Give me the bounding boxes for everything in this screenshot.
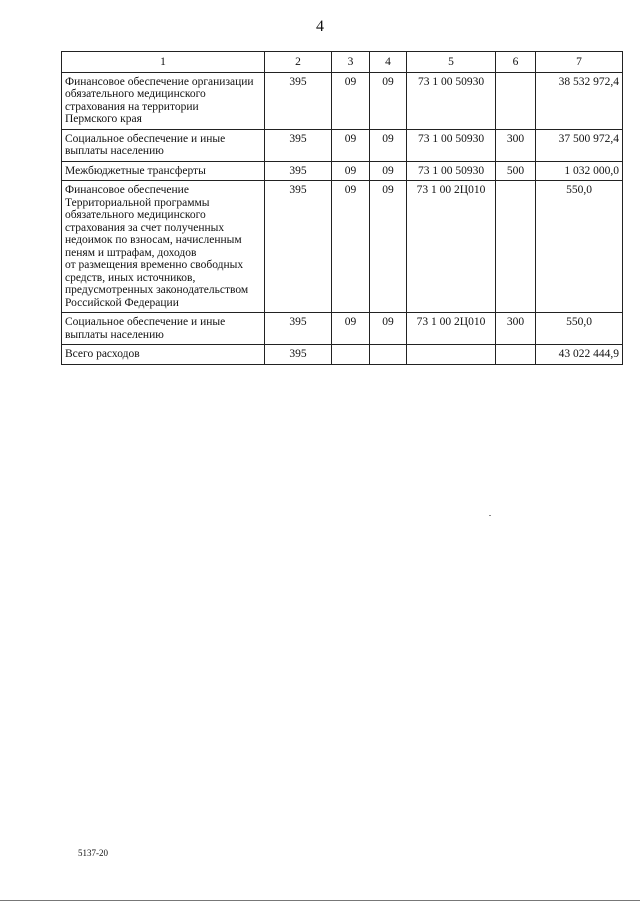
row-csr: 73 1 00 2Ц010 xyxy=(407,181,496,313)
row-pr: 09 xyxy=(370,313,407,345)
row-rz: 09 xyxy=(332,161,370,181)
table-header-row xyxy=(62,52,623,73)
row-csr: 73 1 00 50930 xyxy=(407,161,496,181)
row-sum: 550,0 xyxy=(536,181,623,313)
row-pr: 09 xyxy=(370,129,407,161)
row-rz: 09 xyxy=(332,72,370,129)
row-csr: 73 1 00 50930 xyxy=(407,129,496,161)
row-pr: 09 xyxy=(370,161,407,181)
table-row xyxy=(62,161,623,181)
row-csr: 73 1 00 2Ц010 xyxy=(407,313,496,345)
table-row-total xyxy=(62,345,623,365)
row-gr: 395 xyxy=(265,161,332,181)
scan-speck xyxy=(489,515,491,516)
row-name: Финансовое обеспечение Территориальной программы обязательного медицинского страхования за счет полученных недоимок по взносам, начисленным пеням и штрафам, доходов от размещения временно свободных средств, иных источников, предусмотренных законодательством Российской Федерации xyxy=(62,181,265,313)
row-sum: 43 022 444,9 xyxy=(536,345,623,365)
budget-table xyxy=(61,51,623,365)
row-name: Финансовое обеспечение организации обязательного медицинского страхования на территории Пермского края xyxy=(62,72,265,129)
header-col-1: 1 xyxy=(62,52,265,73)
header-col-2: 2 xyxy=(265,52,332,73)
row-rz: 09 xyxy=(332,181,370,313)
document-code: 5137-20 xyxy=(78,848,108,858)
row-gr: 395 xyxy=(265,72,332,129)
row-gr: 395 xyxy=(265,345,332,365)
row-sum: 550,0 xyxy=(536,313,623,345)
row-name: Всего расходов xyxy=(62,345,265,365)
table-row xyxy=(62,313,623,345)
row-vr: 500 xyxy=(496,161,536,181)
page-number: 4 xyxy=(316,18,324,35)
row-vr: 300 xyxy=(496,129,536,161)
table-row xyxy=(62,181,623,313)
row-sum: 37 500 972,4 xyxy=(536,129,623,161)
row-vr xyxy=(496,181,536,313)
table-row xyxy=(62,72,623,129)
row-gr: 395 xyxy=(265,313,332,345)
row-pr xyxy=(370,345,407,365)
row-rz: 09 xyxy=(332,313,370,345)
row-pr: 09 xyxy=(370,181,407,313)
row-gr: 395 xyxy=(265,129,332,161)
row-name: Социальное обеспечение и иные выплаты населению xyxy=(62,129,265,161)
row-sum: 1 032 000,0 xyxy=(536,161,623,181)
header-col-6: 6 xyxy=(496,52,536,73)
table-row xyxy=(62,129,623,161)
row-gr: 395 xyxy=(265,181,332,313)
row-rz: 09 xyxy=(332,129,370,161)
row-name: Социальное обеспечение и иные выплаты населению xyxy=(62,313,265,345)
header-col-4: 4 xyxy=(370,52,407,73)
header-col-3: 3 xyxy=(332,52,370,73)
row-pr: 09 xyxy=(370,72,407,129)
row-csr xyxy=(407,345,496,365)
row-vr xyxy=(496,345,536,365)
row-rz xyxy=(332,345,370,365)
header-col-5: 5 xyxy=(407,52,496,73)
row-sum: 38 532 972,4 xyxy=(536,72,623,129)
row-name: Межбюджетные трансферты xyxy=(62,161,265,181)
row-csr: 73 1 00 50930 xyxy=(407,72,496,129)
row-vr: 300 xyxy=(496,313,536,345)
row-vr xyxy=(496,72,536,129)
header-col-7: 7 xyxy=(536,52,623,73)
bottom-edge-rule xyxy=(0,900,640,901)
